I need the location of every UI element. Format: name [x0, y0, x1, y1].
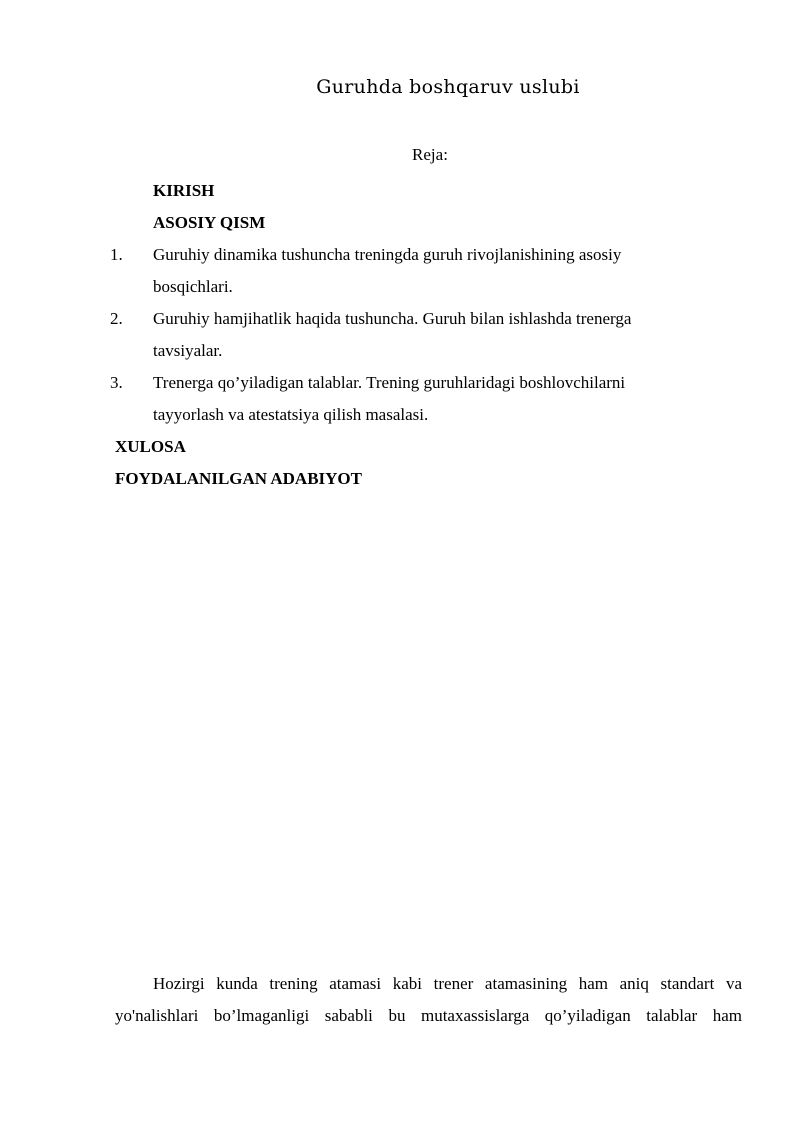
plan-heading: Reja:	[412, 145, 448, 164]
body-line: Hozirgi kunda trening atamasi kabi trener atamasining ham aniq standart va	[153, 974, 742, 993]
outline-item-text: Guruhiy hamjihatlik haqida tushuncha. Guruh bilan ishlashda trenerga	[153, 309, 632, 328]
body-line: yo'nalishlari bo’lmaganligi sababli bu mutaxassislarga qo’yiladigan talablar ham	[115, 1006, 742, 1025]
outline-main-part: ASOSIY QISM	[153, 213, 266, 232]
outline-conclusion: XULOSA	[115, 437, 186, 456]
outline-references: FOYDALANILGAN ADABIYOT	[115, 469, 362, 488]
outline-item-text: tayyorlash va atestatsiya qilish masalasi.	[153, 405, 429, 424]
outline-row-conclusion	[0, 431, 800, 463]
outline-item-2-line-2	[0, 335, 800, 367]
outline-item-text: Guruhiy dinamika tushuncha treningda guruh rivojlanishining asosiy	[153, 245, 622, 264]
outline-row-main	[0, 207, 800, 239]
outline-intro: KIRISH	[153, 181, 215, 200]
outline-row-references	[0, 463, 800, 495]
outline-row-intro	[0, 175, 800, 207]
outline-item-number: 1.	[110, 245, 123, 264]
outline-item-text: tavsiyalar.	[153, 341, 223, 360]
outline-item-1-line-2	[0, 271, 800, 303]
outline-item-3-line-2	[0, 399, 800, 431]
outline-item-text: bosqichlari.	[153, 277, 233, 296]
outline-item-text: Trenerga qo’yiladigan talablar. Trening guruhlaridagi boshlovchilarni	[153, 373, 626, 392]
outline-item-number: 3.	[110, 373, 123, 392]
outline-item-1-line-1	[0, 239, 800, 271]
outline-item-2-line-1	[0, 303, 800, 335]
outline-item-3-line-1	[0, 367, 800, 399]
document-title: Guruhda boshqaruv uslubi	[316, 76, 580, 98]
body-paragraph	[115, 968, 742, 1032]
plan-outline	[0, 175, 800, 495]
outline-item-number: 2.	[110, 309, 123, 328]
